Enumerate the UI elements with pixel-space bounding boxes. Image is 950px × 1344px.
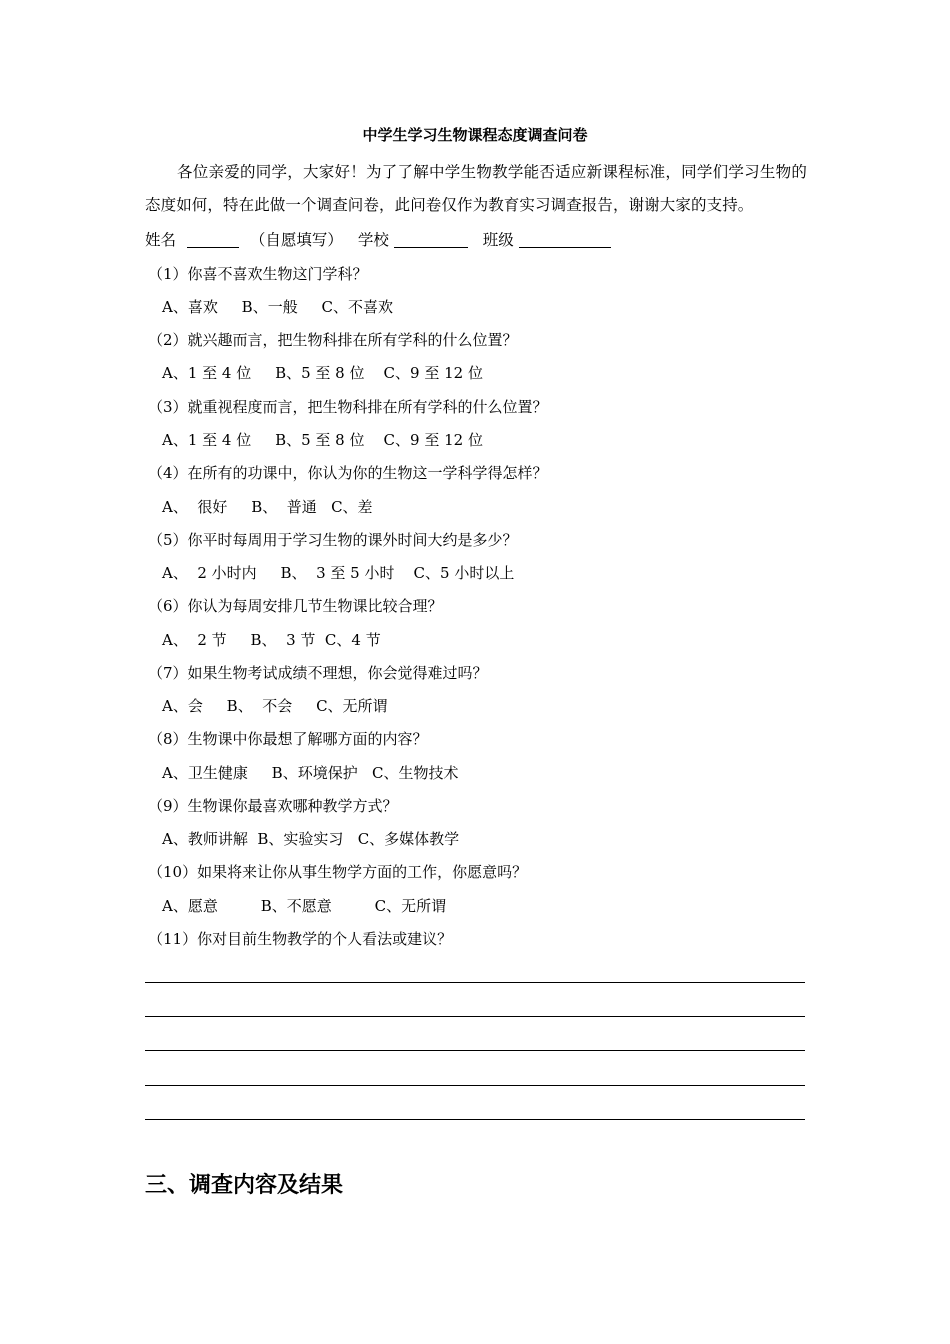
options-4: A、 很好 B、 普通 C、差 <box>162 498 373 516</box>
options-10: A、愿意 B、不愿意 C、无所谓 <box>162 897 447 915</box>
name-blank[interactable] <box>187 229 239 248</box>
school-label: 学校 <box>357 231 389 249</box>
options-5: A、 2 小时内 B、 3 至 5 小时 C、5 小时以上 <box>162 564 515 582</box>
question-4: （4）在所有的功课中，你认为你的生物这一学科学得怎样？ <box>148 464 548 482</box>
school-blank[interactable] <box>394 229 468 248</box>
question-7: （7）如果生物考试成绩不理想，你会觉得难过吗？ <box>148 664 488 682</box>
question-11: （11）你对目前生物教学的个人看法或建议？ <box>148 930 453 948</box>
question-8: （8）生物课中你最想了解哪方面的内容？ <box>148 730 428 748</box>
question-5: （5）你平时每周用于学习生物的课外时间大约是多少？ <box>148 531 518 549</box>
answer-line[interactable] <box>145 1119 805 1120</box>
question-3: （3）就重视程度而言，把生物科排在所有学科的什么位置？ <box>148 398 548 416</box>
class-blank[interactable] <box>519 229 611 248</box>
question-2: （2）就兴趣而言，把生物科排在所有学科的什么位置？ <box>148 331 518 349</box>
voluntary-note: （自愿填写） <box>249 231 343 249</box>
options-1: A、喜欢 B、一般 C、不喜欢 <box>162 298 394 316</box>
answer-line[interactable] <box>145 1016 805 1017</box>
respondent-info-line <box>145 228 611 252</box>
survey-title: 中学生学习生物课程态度调查问卷 <box>362 126 588 144</box>
name-label: 姓名 <box>145 231 177 249</box>
section-heading: 三、调查内容及结果 <box>145 1173 344 1198</box>
intro-paragraph: 各位亲爱的同学，大家好！为了了解中学生物教学能否适应新课程标准，同学们学习生物的态度如何，特在此做一个调查问卷，此问卷仅作为教育实习调查报告，谢谢大家的支持。 <box>145 163 807 214</box>
question-10: （10）如果将来让你从事生物学方面的工作，你愿意吗？ <box>148 863 528 881</box>
options-7: A、会 B、 不会 C、无所谓 <box>162 697 388 715</box>
options-2: A、1 至 4 位 B、5 至 8 位 C、9 至 12 位 <box>162 364 483 382</box>
question-1: （1）你喜不喜欢生物这门学科？ <box>148 265 368 283</box>
question-9: （9）生物课你最喜欢哪种教学方式？ <box>148 797 398 815</box>
question-6: （6）你认为每周安排几节生物课比较合理？ <box>148 597 443 615</box>
class-label: 班级 <box>482 231 514 249</box>
options-9: A、教师讲解 B、实验实习 C、多媒体教学 <box>162 830 460 848</box>
answer-line[interactable] <box>145 982 805 983</box>
options-6: A、 2 节 B、 3 节 C、4 节 <box>162 631 381 649</box>
answer-line[interactable] <box>145 1050 805 1051</box>
options-3: A、1 至 4 位 B、5 至 8 位 C、9 至 12 位 <box>162 431 483 449</box>
options-8: A、卫生健康 B、环境保护 C、生物技术 <box>162 764 459 782</box>
answer-line[interactable] <box>145 1085 805 1086</box>
